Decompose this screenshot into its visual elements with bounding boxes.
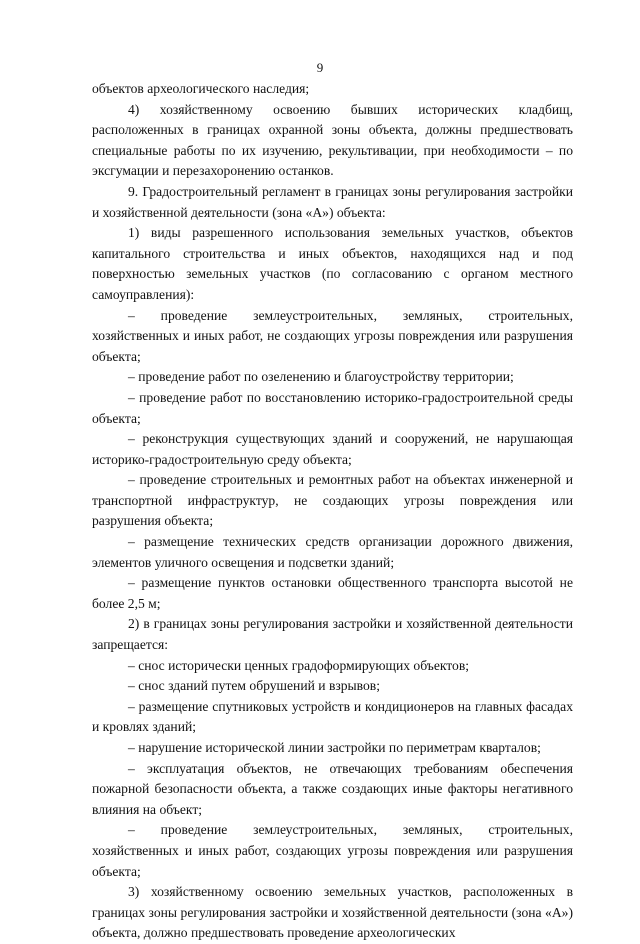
paragraph: – размещение спутниковых устройств и кондиционеров на главных фасадах и кровлях зданий;: [92, 698, 573, 735]
paragraph: 3) хозяйственному освоению земельных участков, расположенных в границах зоны регулирования застройки и хозяйственной деятельности (зона «А») объекта, должно предшествовать проведение археологических: [92, 884, 573, 941]
paragraph: – проведение работ по восстановлению историко-градостроительной среды объекта;: [92, 389, 573, 426]
paragraph: – снос зданий путем обрушений и взрывов;: [128, 678, 380, 694]
document-body: [92, 79, 573, 944]
paragraph: – реконструкция существующих зданий и сооружений, не нарушающая историко-градостроительную среду объекта;: [92, 431, 573, 467]
paragraph: – размещение пунктов остановки общественного транспорта высотой не более 2,5 м;: [92, 575, 573, 611]
paragraph: 2) в границах зоны регулирования застройки и хозяйственной деятельности запрещается:: [92, 616, 573, 653]
paragraph: – размещение технических средств организации дорожного движения, элементов уличного освещения и подсветки зданий;: [92, 534, 573, 570]
paragraph: – проведение работ по озеленению и благоустройству территории;: [128, 369, 514, 385]
paragraph: 9. Градостроительный регламент в границах зоны регулирования застройки и хозяйственной деятельности (зона «А») объекта:: [92, 183, 573, 220]
page-number: 9: [316, 60, 324, 75]
paragraph: – проведение землеустроительных, земляных, строительных, хозяйственных и иных работ, создающих угрозы повреждения или разрушения объекта;: [92, 822, 573, 879]
paragraph: объектов археологического наследия;: [92, 81, 310, 96]
paragraph: 1) виды разрешенного использования земельных участков, объектов капитального строительства и иных объектов, находящихся над и под поверхностью земельных участков (по согласованию с органом местного самоуправления):: [92, 225, 573, 302]
paragraph: – эксплуатация объектов, не отвечающих требованиям обеспечения пожарной безопасности объекта, а также создающих иные факторы негативного влияния на объект;: [92, 760, 573, 817]
paragraph: – проведение землеустроительных, земляных, строительных, хозяйственных и иных работ, не создающих угрозы повреждения или разрушения объекта;: [92, 307, 573, 364]
paragraph: – нарушение исторической линии застройки по периметрам кварталов;: [128, 740, 541, 755]
paragraph: – снос исторически ценных градоформирующих объектов;: [128, 657, 470, 673]
paragraph: 4) хозяйственному освоению бывших исторических кладбищ, расположенных в границах охранной зоны объекта, должны предшествовать специальные работы по их изучению, рекультивации, при необходимости – по эксгумации и перезахоронению останков.: [92, 101, 573, 179]
paragraph: – проведение строительных и ремонтных работ на объектах инженерной и транспортной инфраструктур, не создающих угрозы повреждения или разрушения объекта;: [92, 472, 573, 529]
